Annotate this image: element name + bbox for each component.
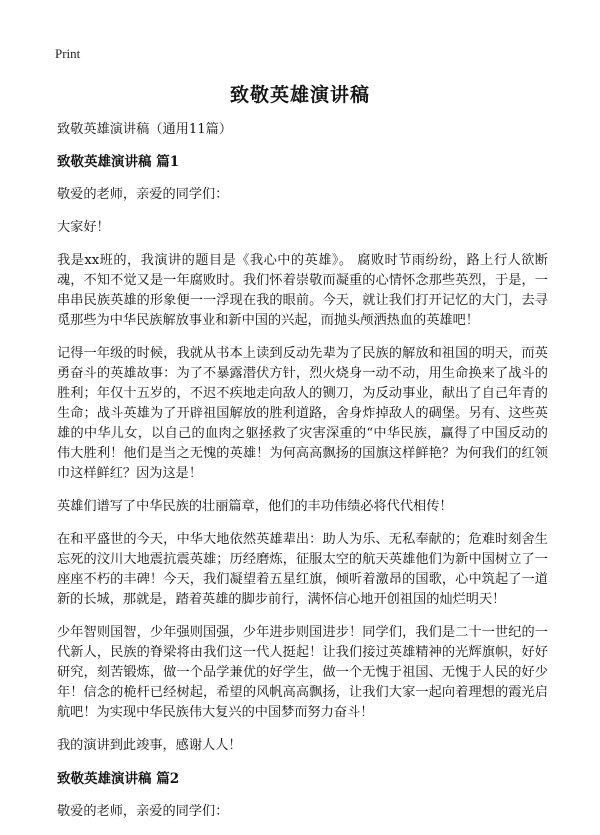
paragraph: 记得一年级的时候，我就从书本上读到反动先辈为了民族的解放和祖国的明天，而英勇奋斗的英雄故事：为了不暴露潜伏方针，烈火烧身一动不动，用生命换来了战斗的胜利；年仅十五岁的，不迟不疾地走向敌人的铡刀，为反动事业，献出了自己年青的生命；战斗英雄为了开辟祖国解放的胜利道路，舍身炸掉敌人的碉堡。另有、这些英雄的中华儿女，以自己的血肉之躯拯救了灾害深重的“中华民族，赢得了中国反动的伟大胜利！他们是当之无愧的英雄！为何高高飘扬的国旗这样鲜艳？为何我们的红领巾这样鲜红？因为这是！ bbox=[57, 346, 548, 481]
salutation: 敬爱的老师，亲爱的同学们： bbox=[57, 804, 229, 819]
document-subtitle: 致敬英雄演讲稿（通用11篇） bbox=[57, 122, 233, 137]
print-link[interactable]: Print bbox=[55, 46, 81, 61]
paragraph: 我是xx班的，我演讲的题目是《我心中的英雄》。 腐败时节雨纷纷，路上行人欲断魂，不知不觉又是一年腐败时。我们怀着崇敬而凝重的心情怀念那些英烈，于是，一串串民族英雄的形象便一一浮现在我的眼前。今天，就让我们打开记忆的大门，去寻觅那些为中华民族解放事业和新中国的兴起，而抛头颅洒热血的英雄吧！ bbox=[57, 253, 548, 328]
document-title: 致敬英雄演讲稿 bbox=[229, 84, 370, 106]
section-heading: 致敬英雄演讲稿 篇1 bbox=[57, 154, 180, 170]
greeting: 大家好！ bbox=[57, 220, 110, 235]
paragraph: 在和平盛世的今天，中华大地依然英雄辈出：助人为乐、无私奉献的；危难时刻舍生忘死的汶川大地震抗震英雄；历经磨炼，征服太空的航天英雄他们为新中国树立了一座座不朽的丰碑！今天，我们凝望着五星红旗，倾听着激昂的国歌，心中筑起了一道新的长城，那就是，踏着英雄的脚步前行，满怀信心地开创祖国的灿烂明天！ bbox=[57, 532, 548, 607]
paragraph: 英雄们谱写了中华民族的壮丽篇章，他们的丰功伟绩必将代代相传！ bbox=[57, 499, 453, 514]
closing: 我的演讲到此竣事，感谢人人！ bbox=[57, 738, 242, 753]
paragraph: 少年智则国智，少年强则国强，少年进步则国进步！同学们，我们是二十一世纪的一代新人，民族的脊梁将由我们这一代人挺起！让我们接过英雄精神的光辉旗帜，好好研究，刻苦锻炼，做一个品学兼优的好学生，做一个无愧于祖国、无愧于人民的好少年！信念的桅杆已经树起，希望的风帆高高飘扬，让我们大家一起向着理想的霞光启航吧！为实现中华民族伟大复兴的中国梦而努力奋斗！ bbox=[57, 625, 548, 720]
section-heading: 致敬英雄演讲稿 篇2 bbox=[57, 771, 180, 787]
salutation: 敬爱的老师，亲爱的同学们： bbox=[57, 187, 229, 202]
document-body bbox=[57, 120, 548, 835]
